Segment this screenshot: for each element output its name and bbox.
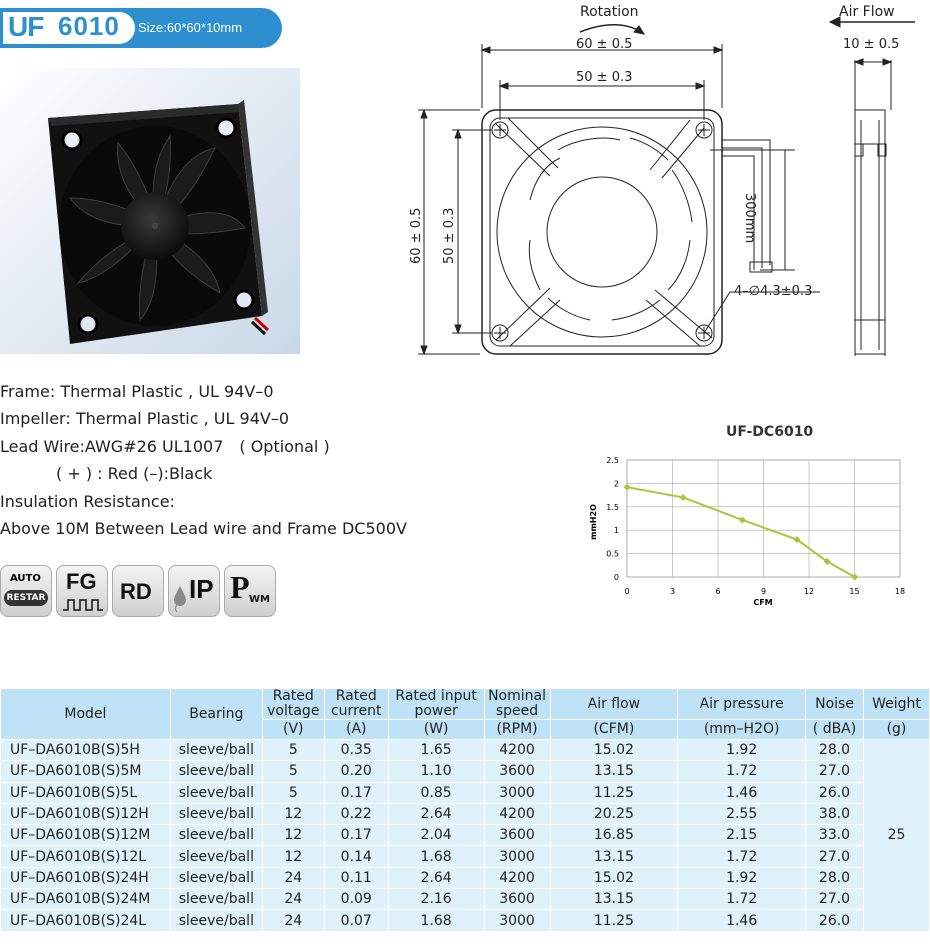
fg-icon bbox=[56, 565, 108, 617]
pq-chart bbox=[580, 450, 920, 610]
auto-restart-bottom: RESTAR bbox=[4, 590, 48, 606]
spec-lead-wire: Lead Wire:AWG#26 UL1007 ( Optional ) bbox=[0, 436, 330, 456]
table-cell: 0.17 bbox=[324, 825, 388, 846]
spec-polarity: ( + ) : Red (–):Black bbox=[56, 464, 213, 484]
table-cell: sleeve/ball bbox=[170, 867, 262, 888]
chart-xlabel: CFM bbox=[753, 598, 773, 607]
table-cell: 1.46 bbox=[678, 782, 806, 803]
header-pressure: Air pressure bbox=[678, 689, 806, 720]
header-voltage: Rated voltage bbox=[262, 689, 324, 720]
table-cell: 4200 bbox=[484, 740, 550, 761]
table-cell: 4200 bbox=[484, 867, 550, 888]
height-inner-dim: 50 ± 0.3 bbox=[442, 207, 457, 264]
table-cell: UF–DA6010B(S)12L bbox=[1, 846, 171, 867]
table-cell: 0.07 bbox=[324, 910, 388, 931]
table-cell: 1.10 bbox=[388, 761, 484, 782]
water-drop-icon bbox=[172, 584, 188, 614]
table-cell: 27.0 bbox=[806, 846, 864, 867]
table-cell: 11.25 bbox=[550, 782, 678, 803]
table-row bbox=[1, 867, 930, 888]
ip-icon bbox=[168, 565, 220, 617]
unit-pressure: (mm–H2O) bbox=[678, 720, 806, 740]
spec-insulation-title: Insulation Resistance: bbox=[0, 491, 175, 511]
y-tick-label: 1.5 bbox=[606, 502, 619, 512]
data-point bbox=[624, 484, 631, 491]
table-cell: 1.92 bbox=[678, 740, 806, 761]
table-cell: 0.22 bbox=[324, 803, 388, 824]
table-cell: 1.72 bbox=[678, 846, 806, 867]
table-header-row bbox=[1, 689, 930, 720]
table-cell: 0.85 bbox=[388, 782, 484, 803]
table-cell: sleeve/ball bbox=[170, 910, 262, 931]
size-label: Size:60*60*10mm bbox=[138, 20, 243, 35]
header-noise: Noise bbox=[806, 689, 864, 720]
rd-text: RD bbox=[120, 579, 152, 604]
table-cell: sleeve/ball bbox=[170, 740, 262, 761]
table-cell: UF–DA6010B(S)5M bbox=[1, 761, 171, 782]
spec-frame: Frame: Thermal Plastic , UL 94V–0 bbox=[0, 382, 274, 401]
header-airflow: Air flow bbox=[550, 689, 678, 720]
auto-restart-top: AUTO bbox=[10, 573, 41, 584]
table-cell: UF–DA6010B(S)24M bbox=[1, 889, 171, 910]
rd-icon bbox=[112, 565, 164, 617]
pwm-p: P bbox=[230, 569, 250, 605]
feature-icons bbox=[0, 565, 276, 617]
table-cell: 27.0 bbox=[806, 889, 864, 910]
table-cell: sleeve/ball bbox=[170, 846, 262, 867]
y-tick-label: 0 bbox=[613, 573, 619, 582]
x-tick-label: 9 bbox=[760, 587, 767, 596]
lead-length-dim: 300mm bbox=[742, 193, 757, 244]
header-banner bbox=[0, 8, 282, 48]
front-view-frame bbox=[482, 110, 722, 354]
table-cell: 13.15 bbox=[550, 846, 678, 867]
x-tick-label: 3 bbox=[669, 587, 676, 596]
spec-list bbox=[0, 378, 407, 542]
x-tick-label: 0 bbox=[624, 587, 630, 596]
table-cell: 16.85 bbox=[550, 825, 678, 846]
table-cell: UF–DA6010B(S)5H bbox=[1, 740, 171, 761]
table-cell: 1.72 bbox=[678, 761, 806, 782]
table-cell: 0.17 bbox=[324, 782, 388, 803]
x-tick-label: 18 bbox=[894, 587, 906, 596]
table-cell: 28.0 bbox=[806, 867, 864, 888]
rotation-label: Rotation bbox=[580, 4, 639, 20]
chart-ticks bbox=[606, 456, 905, 596]
table-cell: 2.64 bbox=[388, 803, 484, 824]
unit-airflow: (CFM) bbox=[550, 720, 678, 740]
chart-ylabel: mmH2O bbox=[589, 504, 598, 540]
table-cell: 27.0 bbox=[806, 761, 864, 782]
table-cell: UF–DA6010B(S)12H bbox=[1, 803, 171, 824]
table-cell: 0.35 bbox=[324, 740, 388, 761]
chart-grid bbox=[627, 460, 900, 577]
table-cell: 3000 bbox=[484, 910, 550, 931]
table-row bbox=[1, 910, 930, 931]
table-row bbox=[1, 803, 930, 824]
model-number: 6010 bbox=[58, 11, 120, 41]
table-cell: UF–DA6010B(S)24H bbox=[1, 867, 171, 888]
holes-dim: 4–∅4.3±0.3 bbox=[734, 284, 813, 299]
table-cell: 13.15 bbox=[550, 889, 678, 910]
spec-impeller: Impeller: Thermal Plastic , UL 94V–0 bbox=[0, 409, 289, 429]
pwm-icon bbox=[224, 565, 276, 617]
brand-logo: UF bbox=[8, 11, 44, 42]
table-cell: 2.15 bbox=[678, 825, 806, 846]
table-cell: 0.14 bbox=[324, 846, 388, 867]
x-tick-label: 12 bbox=[803, 587, 815, 596]
table-cell: 1.68 bbox=[388, 910, 484, 931]
table-cell: 0.09 bbox=[324, 889, 388, 910]
table-cell: 3600 bbox=[484, 761, 550, 782]
table-cell: 0.20 bbox=[324, 761, 388, 782]
table-cell: 33.0 bbox=[806, 825, 864, 846]
table-cell: 0.11 bbox=[324, 867, 388, 888]
table-row bbox=[1, 782, 930, 803]
width-inner-dim: 50 ± 0.3 bbox=[576, 70, 633, 85]
table-row bbox=[1, 740, 930, 761]
table-cell: UF–DA6010B(S)12M bbox=[1, 825, 171, 846]
table-cell: 2.16 bbox=[388, 889, 484, 910]
header-model: Model bbox=[1, 689, 171, 740]
table-row bbox=[1, 889, 930, 910]
auto-restart-icon bbox=[0, 565, 52, 617]
y-tick-label: 2.5 bbox=[606, 456, 619, 465]
weight-cell: 25 bbox=[863, 740, 929, 932]
table-cell: sleeve/ball bbox=[170, 803, 262, 824]
table-row bbox=[1, 825, 930, 846]
table-cell: sleeve/ball bbox=[170, 782, 262, 803]
table-cell: 3000 bbox=[484, 782, 550, 803]
table-cell: 20.25 bbox=[550, 803, 678, 824]
unit-power: (W) bbox=[388, 720, 484, 740]
table-cell: 3600 bbox=[484, 825, 550, 846]
table-cell: 13.15 bbox=[550, 761, 678, 782]
unit-current: (A) bbox=[324, 720, 388, 740]
table-cell: 3000 bbox=[484, 846, 550, 867]
table-cell: 1.65 bbox=[388, 740, 484, 761]
fan-illustration bbox=[0, 68, 300, 354]
table-cell: 15.02 bbox=[550, 740, 678, 761]
table-row bbox=[1, 846, 930, 867]
table-cell: 1.72 bbox=[678, 889, 806, 910]
table-cell: 15.02 bbox=[550, 867, 678, 888]
table-cell: 12 bbox=[262, 825, 324, 846]
table-cell: 28.0 bbox=[806, 740, 864, 761]
pulse-icon bbox=[63, 598, 103, 612]
technical-drawing bbox=[400, 0, 930, 370]
header-power: Rated input power bbox=[388, 689, 484, 720]
table-cell: 24 bbox=[262, 889, 324, 910]
table-cell: UF–DA6010B(S)24L bbox=[1, 910, 171, 931]
fg-text: FG bbox=[66, 569, 97, 594]
table-cell: 26.0 bbox=[806, 782, 864, 803]
data-point bbox=[739, 516, 746, 523]
spec-insulation-value: Above 10M Between Lead wire and Frame DC500V bbox=[0, 518, 407, 538]
unit-voltage: (V) bbox=[262, 720, 324, 740]
header-bearing: Bearing bbox=[170, 689, 262, 740]
table-cell: UF–DA6010B(S)5L bbox=[1, 782, 171, 803]
x-tick-label: 15 bbox=[849, 587, 860, 596]
spec-table bbox=[0, 688, 930, 932]
table-row bbox=[1, 761, 930, 782]
table-body bbox=[1, 740, 930, 932]
y-tick-label: 1 bbox=[613, 526, 619, 536]
table-cell: 3600 bbox=[484, 889, 550, 910]
air-flow-label: Air Flow bbox=[839, 4, 895, 20]
table-cell: 12 bbox=[262, 846, 324, 867]
unit-weight: (g) bbox=[863, 720, 929, 740]
table-cell: 4200 bbox=[484, 803, 550, 824]
header-speed: Nominal speed bbox=[484, 689, 550, 720]
series-line bbox=[627, 487, 855, 577]
chart-title: UF-DC6010 bbox=[726, 424, 814, 440]
width-outer-dim: 60 ± 0.5 bbox=[576, 37, 633, 52]
x-tick-label: 6 bbox=[715, 587, 721, 596]
chart-series bbox=[624, 484, 859, 581]
table-cell: 2.04 bbox=[388, 825, 484, 846]
ip-text: IP bbox=[189, 574, 214, 604]
table-cell: sleeve/ball bbox=[170, 889, 262, 910]
table-cell: 24 bbox=[262, 910, 324, 931]
unit-noise: ( dBA) bbox=[806, 720, 864, 740]
table-cell: 24 bbox=[262, 867, 324, 888]
data-point bbox=[680, 494, 687, 501]
table-cell: 2.64 bbox=[388, 867, 484, 888]
fan-photo bbox=[0, 68, 300, 354]
table-cell: sleeve/ball bbox=[170, 825, 262, 846]
table-cell: 5 bbox=[262, 782, 324, 803]
header-current: Rated current bbox=[324, 689, 388, 720]
pwm-sub: WM bbox=[249, 594, 270, 605]
table-cell: 12 bbox=[262, 803, 324, 824]
y-tick-label: 0.5 bbox=[606, 549, 619, 559]
table-cell: 26.0 bbox=[806, 910, 864, 931]
thickness-dim: 10 ± 0.5 bbox=[843, 37, 900, 52]
table-cell: 5 bbox=[262, 740, 324, 761]
table-cell: 11.25 bbox=[550, 910, 678, 931]
table-cell: 38.0 bbox=[806, 803, 864, 824]
table-cell: sleeve/ball bbox=[170, 761, 262, 782]
table-cell: 1.68 bbox=[388, 846, 484, 867]
table-cell: 5 bbox=[262, 761, 324, 782]
unit-speed: (RPM) bbox=[484, 720, 550, 740]
table-cell: 2.55 bbox=[678, 803, 806, 824]
header-weight: Weight bbox=[863, 689, 929, 720]
height-outer-dim: 60 ± 0.5 bbox=[409, 207, 424, 264]
y-tick-label: 2 bbox=[613, 479, 619, 489]
table-cell: 1.92 bbox=[678, 867, 806, 888]
table-cell: 1.46 bbox=[678, 910, 806, 931]
